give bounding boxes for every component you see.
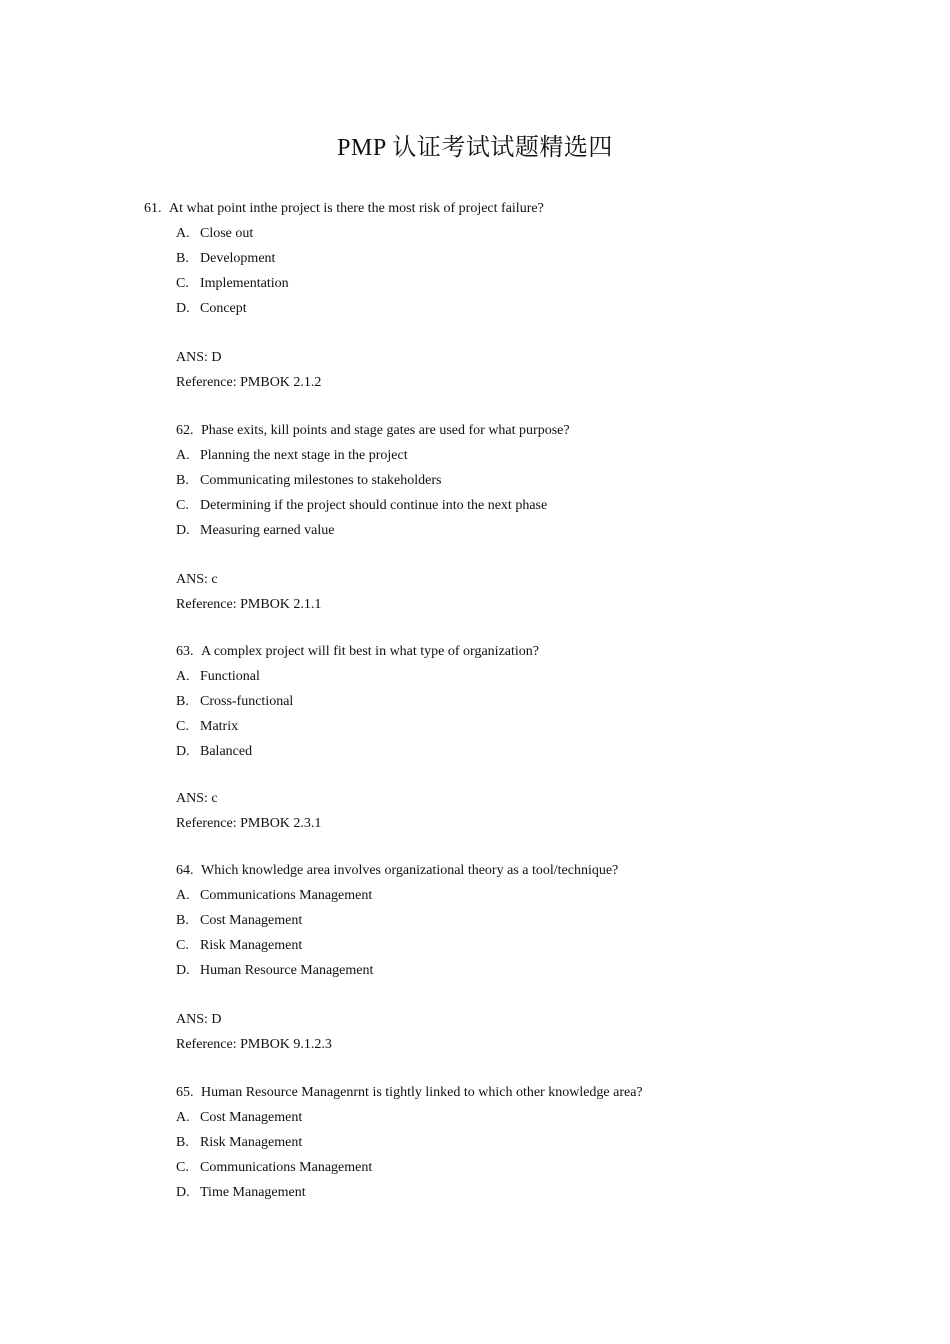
option-item <box>176 962 373 980</box>
option-item <box>176 887 372 905</box>
option-item <box>176 225 253 243</box>
answer-line: ANS: c <box>176 572 218 587</box>
option-letter: C. <box>176 276 189 291</box>
option-text: Matrix <box>200 719 239 734</box>
option-text: Risk Management <box>200 938 303 953</box>
option-text: Human Resource Management <box>200 963 374 978</box>
option-letter: A. <box>176 888 190 903</box>
option-text: Time Management <box>200 1185 306 1200</box>
question-stem <box>176 643 539 661</box>
option-item <box>176 472 441 490</box>
option-letter: A. <box>176 448 190 463</box>
option-text: Determining if the project should continue into the next phase <box>200 498 548 513</box>
option-letter: D. <box>176 301 190 316</box>
option-item <box>176 522 335 540</box>
option-letter: C. <box>176 498 189 513</box>
option-letter: B. <box>176 473 189 488</box>
option-text: Cost Management <box>200 1110 303 1125</box>
option-letter: A. <box>176 1110 190 1125</box>
question-number: 63. <box>176 644 194 659</box>
option-item <box>176 718 238 736</box>
option-letter: B. <box>176 1135 189 1150</box>
option-text: Cross-functional <box>200 694 294 709</box>
option-letter: D. <box>176 963 190 978</box>
option-item <box>176 912 302 930</box>
option-text: Planning the next stage in the project <box>200 448 408 463</box>
question-number: 61. <box>144 201 162 216</box>
option-item <box>176 743 252 761</box>
option-letter: B. <box>176 251 189 266</box>
reference-line: Reference: PMBOK 2.3.1 <box>176 816 322 831</box>
answer-line: ANS: D <box>176 1012 222 1027</box>
option-item <box>176 1134 302 1152</box>
question-text: A complex project will fit best in what type of organization? <box>201 644 539 659</box>
option-letter: C. <box>176 1160 189 1175</box>
option-letter: A. <box>176 669 190 684</box>
question-text: At what point inthe project is there the most risk of project failure? <box>169 201 544 216</box>
question-text: Phase exits, kill points and stage gates are used for what purpose? <box>201 423 570 438</box>
option-item <box>176 668 260 686</box>
option-text: Risk Management <box>200 1135 303 1150</box>
option-text: Implementation <box>200 276 289 291</box>
option-item <box>176 250 275 268</box>
question-stem <box>176 422 570 440</box>
option-text: Communications Management <box>200 888 373 903</box>
question-text: Human Resource Managenrnt is tightly linked to which other knowledge area? <box>201 1085 643 1100</box>
reference-line: Reference: PMBOK 2.1.2 <box>176 375 322 390</box>
option-text: Concept <box>200 301 247 316</box>
option-item <box>176 693 293 711</box>
option-item <box>176 1184 306 1202</box>
option-item <box>176 497 547 515</box>
option-item <box>176 300 247 318</box>
option-text: Close out <box>200 226 254 241</box>
option-letter: D. <box>176 744 190 759</box>
reference-line: Reference: PMBOK 2.1.1 <box>176 597 322 612</box>
page-title: PMP 认证考试试题精选四 <box>337 135 613 161</box>
question-stem <box>176 862 618 880</box>
question-stem <box>176 1084 643 1102</box>
option-text: Functional <box>200 669 260 684</box>
option-item <box>176 1109 302 1127</box>
option-letter: A. <box>176 226 190 241</box>
option-item <box>176 275 289 293</box>
answer-line: ANS: c <box>176 791 218 806</box>
question-text: Which knowledge area involves organizational theory as a tool/technique? <box>201 863 619 878</box>
option-item <box>176 1159 372 1177</box>
option-letter: B. <box>176 694 189 709</box>
reference-line: Reference: PMBOK 9.1.2.3 <box>176 1037 332 1052</box>
option-text: Balanced <box>200 744 253 759</box>
option-letter: D. <box>176 523 190 538</box>
option-text: Communicating milestones to stakeholders <box>200 473 442 488</box>
answer-line: ANS: D <box>176 350 222 365</box>
question-number: 65. <box>176 1085 194 1100</box>
option-item <box>176 937 302 955</box>
option-letter: B. <box>176 913 189 928</box>
question-stem <box>144 200 544 218</box>
option-letter: C. <box>176 719 189 734</box>
option-text: Measuring earned value <box>200 523 335 538</box>
option-text: Development <box>200 251 276 266</box>
question-number: 64. <box>176 863 194 878</box>
question-number: 62. <box>176 423 194 438</box>
option-item <box>176 447 408 465</box>
option-letter: C. <box>176 938 189 953</box>
option-text: Cost Management <box>200 913 303 928</box>
option-text: Communications Management <box>200 1160 373 1175</box>
option-letter: D. <box>176 1185 190 1200</box>
